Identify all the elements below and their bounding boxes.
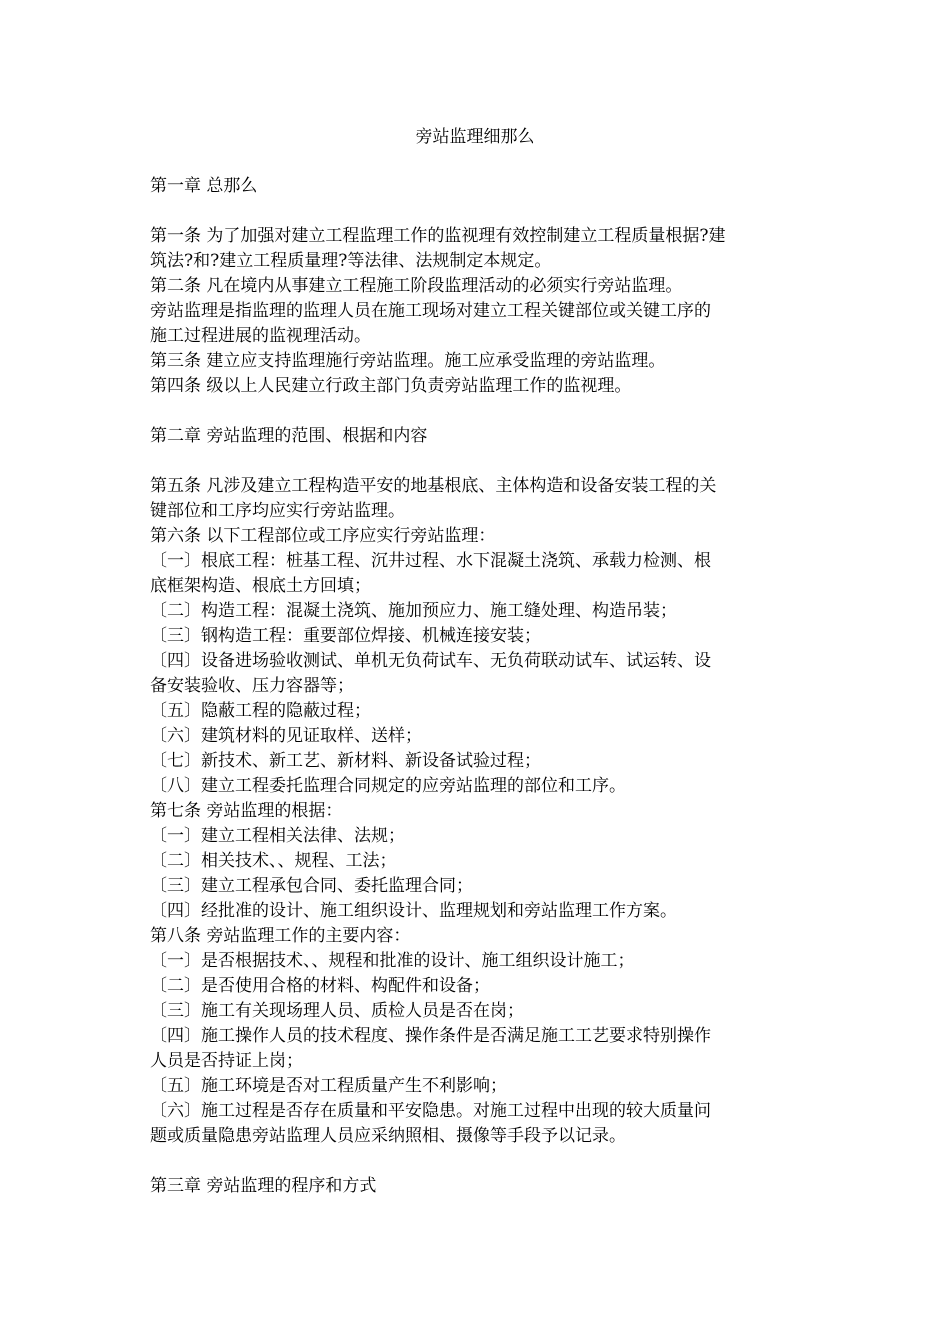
chapter-2-line: 〔八〕建立工程委托监理合同规定的应旁站监理的部位和工序。: [150, 776, 626, 796]
chapter-1-line: 旁站监理是指监理的监理人员在施工现场对建立工程关键部位或关键工序的: [150, 301, 711, 321]
chapter-2-line: 第七条 旁站监理的根据：: [150, 801, 343, 821]
chapter-1-line: 第一条 为了加强对建立工程监理工作的监视理有效控制建立工程质量根据?建: [150, 226, 726, 246]
chapter-2-line: 〔三〕建立工程承包合同、委托监理合同；: [150, 876, 473, 896]
document-title: 旁站监理细那么: [415, 127, 535, 147]
chapter-2-line: 〔一〕根底工程：桩基工程、沉井过程、水下混凝土浇筑、承载力检测、根: [150, 551, 711, 571]
chapter-2-line: 〔五〕隐蔽工程的隐蔽过程；: [150, 701, 371, 721]
chapter-2-line: 人员是否持证上岗；: [150, 1051, 303, 1071]
chapter-2-line: 〔七〕新技术、新工艺、新材料、新设备试验过程；: [150, 751, 541, 771]
chapter-2-line: 键部位和工序均应实行旁站监理。: [150, 501, 405, 521]
chapter-2-line: 第六条 以下工程部位或工序应实行旁站监理：: [150, 526, 496, 546]
chapter-2-line: 〔四〕设备进场验收测试、单机无负荷试车、无负荷联动试车、试运转、设: [150, 651, 711, 671]
chapter-2-heading: 第二章 旁站监理的范围、根据和内容: [150, 426, 428, 446]
chapter-2-line: 〔六〕施工过程是否存在质量和平安隐患。对施工过程中出现的较大质量问: [150, 1101, 711, 1121]
chapter-2-line: 〔二〕相关技术、、规程、工法；: [150, 851, 397, 871]
chapter-2-line: 〔二〕构造工程：混凝土浇筑、施加预应力、施工缝处理、构造吊装；: [150, 601, 677, 621]
blank-line: [150, 449, 800, 474]
document-body: [150, 174, 800, 1199]
chapter-3-heading: 第三章 旁站监理的程序和方式: [150, 1176, 377, 1196]
blank-line: [150, 399, 800, 424]
chapter-1-line: 施工过程进展的监视理活动。: [150, 326, 371, 346]
chapter-2-line: 备安装验收、压力容器等；: [150, 676, 354, 696]
chapter-1-line: 第三条 建立应支持监理施行旁站监理。施工应承受监理的旁站监理。: [150, 351, 666, 371]
chapter-2-line: 〔三〕钢构造工程：重要部位焊接、机械连接安装；: [150, 626, 541, 646]
chapter-1-line: 筑法?和?建立工程质量理?等法律、法规制定本规定。: [150, 251, 552, 271]
chapter-2-line: 〔五〕施工环境是否对工程质量产生不利影响；: [150, 1076, 507, 1096]
chapter-2-line: 〔二〕是否使用合格的材料、构配件和设备；: [150, 976, 490, 996]
blank-line: [150, 1149, 800, 1174]
chapter-2-line: 〔四〕经批准的设计、施工组织设计、监理规划和旁站监理工作方案。: [150, 901, 677, 921]
blank-line: [150, 199, 800, 224]
chapter-2-line: 〔六〕建筑材料的见证取样、送样；: [150, 726, 422, 746]
chapter-2-line: 底框架构造、根底土方回填；: [150, 576, 371, 596]
chapter-2-line: 〔一〕是否根据技术、、规程和批准的设计、施工组织设计施工；: [150, 951, 635, 971]
chapter-2-line: 〔四〕施工操作人员的技术程度、操作条件是否满足施工工艺要求特别操作: [150, 1026, 711, 1046]
chapter-2-line: 第八条 旁站监理工作的主要内容：: [150, 926, 411, 946]
chapter-1-heading: 第一章 总那么: [150, 176, 258, 196]
chapter-2-line: 第五条 凡涉及建立工程构造平安的地基根底、主体构造和设备安装工程的关: [150, 476, 717, 496]
chapter-2-line: 〔三〕施工有关现场理人员、质检人员是否在岗；: [150, 1001, 524, 1021]
chapter-2-line: 题或质量隐患旁站监理人员应采纳照相、摄像等手段予以记录。: [150, 1126, 626, 1146]
chapter-2-line: 〔一〕建立工程相关法律、法规；: [150, 826, 405, 846]
chapter-1-line: 第二条 凡在境内从事建立工程施工阶段监理活动的必须实行旁站监理。: [150, 276, 683, 296]
chapter-1-line: 第四条 级以上人民建立行政主部门负责旁站监理工作的监视理。: [150, 376, 632, 396]
